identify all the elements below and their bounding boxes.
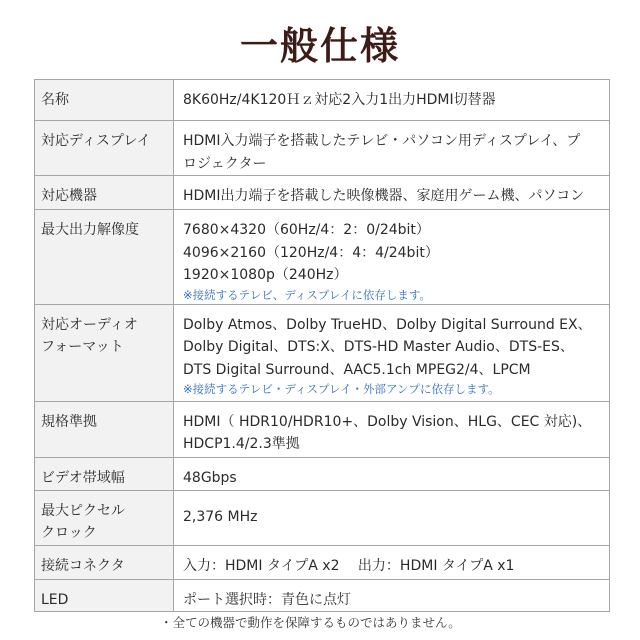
row-value: 2,376 MHz [174,490,610,545]
table-row [35,490,610,545]
row-note: ※接続するテレビ・ディスプレイ・外部アンプに依存します。 [183,382,500,396]
row-label: 最大出力解像度 [35,210,174,305]
row-label: 名称 [35,80,174,121]
row-label: 最大ピクセル クロック [35,490,174,545]
table-row [35,80,610,121]
row-label: 対応オーディオ フォーマット [35,304,174,401]
table-row [35,210,610,305]
row-label: 対応機器 [35,176,174,210]
row-label: 規格準拠 [35,401,174,457]
row-note: ※接続するテレビ、ディスプレイに依存します。 [183,287,431,302]
footnote: ・全ての機器で動作を保障するものではありません。 [160,615,461,630]
row-value: Dolby Atmos、Dolby TrueHD、Dolby Digital Surround EX、 Dolby Digital、DTS:X、DTS-HD Master Audio、DTS-ES、 DTS Digital Surround、AAC5.1ch MPEG2/4、LPCM ※接続するテレビ・ディスプレイ・外部アンプに依存します。 [174,304,610,401]
table-row [35,121,610,176]
row-label: 対応ディスプレイ [35,121,174,176]
row-value: 48Gbps [174,457,610,490]
table-row [35,457,610,490]
table-row [35,304,610,401]
row-value: 入力：HDMI タイプA x2 出力：HDMI タイプA x1 [174,545,610,579]
row-value: 7680×4320（60Hz/4：2：0/24bit） 4096×2160（120Hz/4：4：4/24bit） 1920×1080p（240Hz） ※接続するテレビ、ディスプレイに依存します。 [174,210,610,305]
row-value: HDMI（ HDR10/HDR10+、Dolby Vision、HLG、CEC 対応)、 HDCP1.4/2.3準拠 [174,401,610,457]
row-label: ビデオ帯域幅 [35,457,174,490]
page-title: 一般仕様 [239,24,400,68]
table-row [35,579,610,612]
row-label: LED [35,579,174,612]
spec-table [34,79,610,612]
row-value: HDMI入力端子を搭載したテレビ・パソコン用ディスプレイ、プ ロジェクター [174,121,610,176]
row-label: 接続コネクタ [35,545,174,579]
table-row [35,176,610,210]
row-value: ポート選択時：青色に点灯 [174,579,610,612]
table-row [35,401,610,457]
table-row [35,545,610,579]
row-value: 8K60Hz/4K120Ｈｚ対応2入力1出力HDMI切替器 [174,80,610,121]
row-value: HDMI出力端子を搭載した映像機器、家庭用ゲーム機、パソコン [174,176,610,210]
